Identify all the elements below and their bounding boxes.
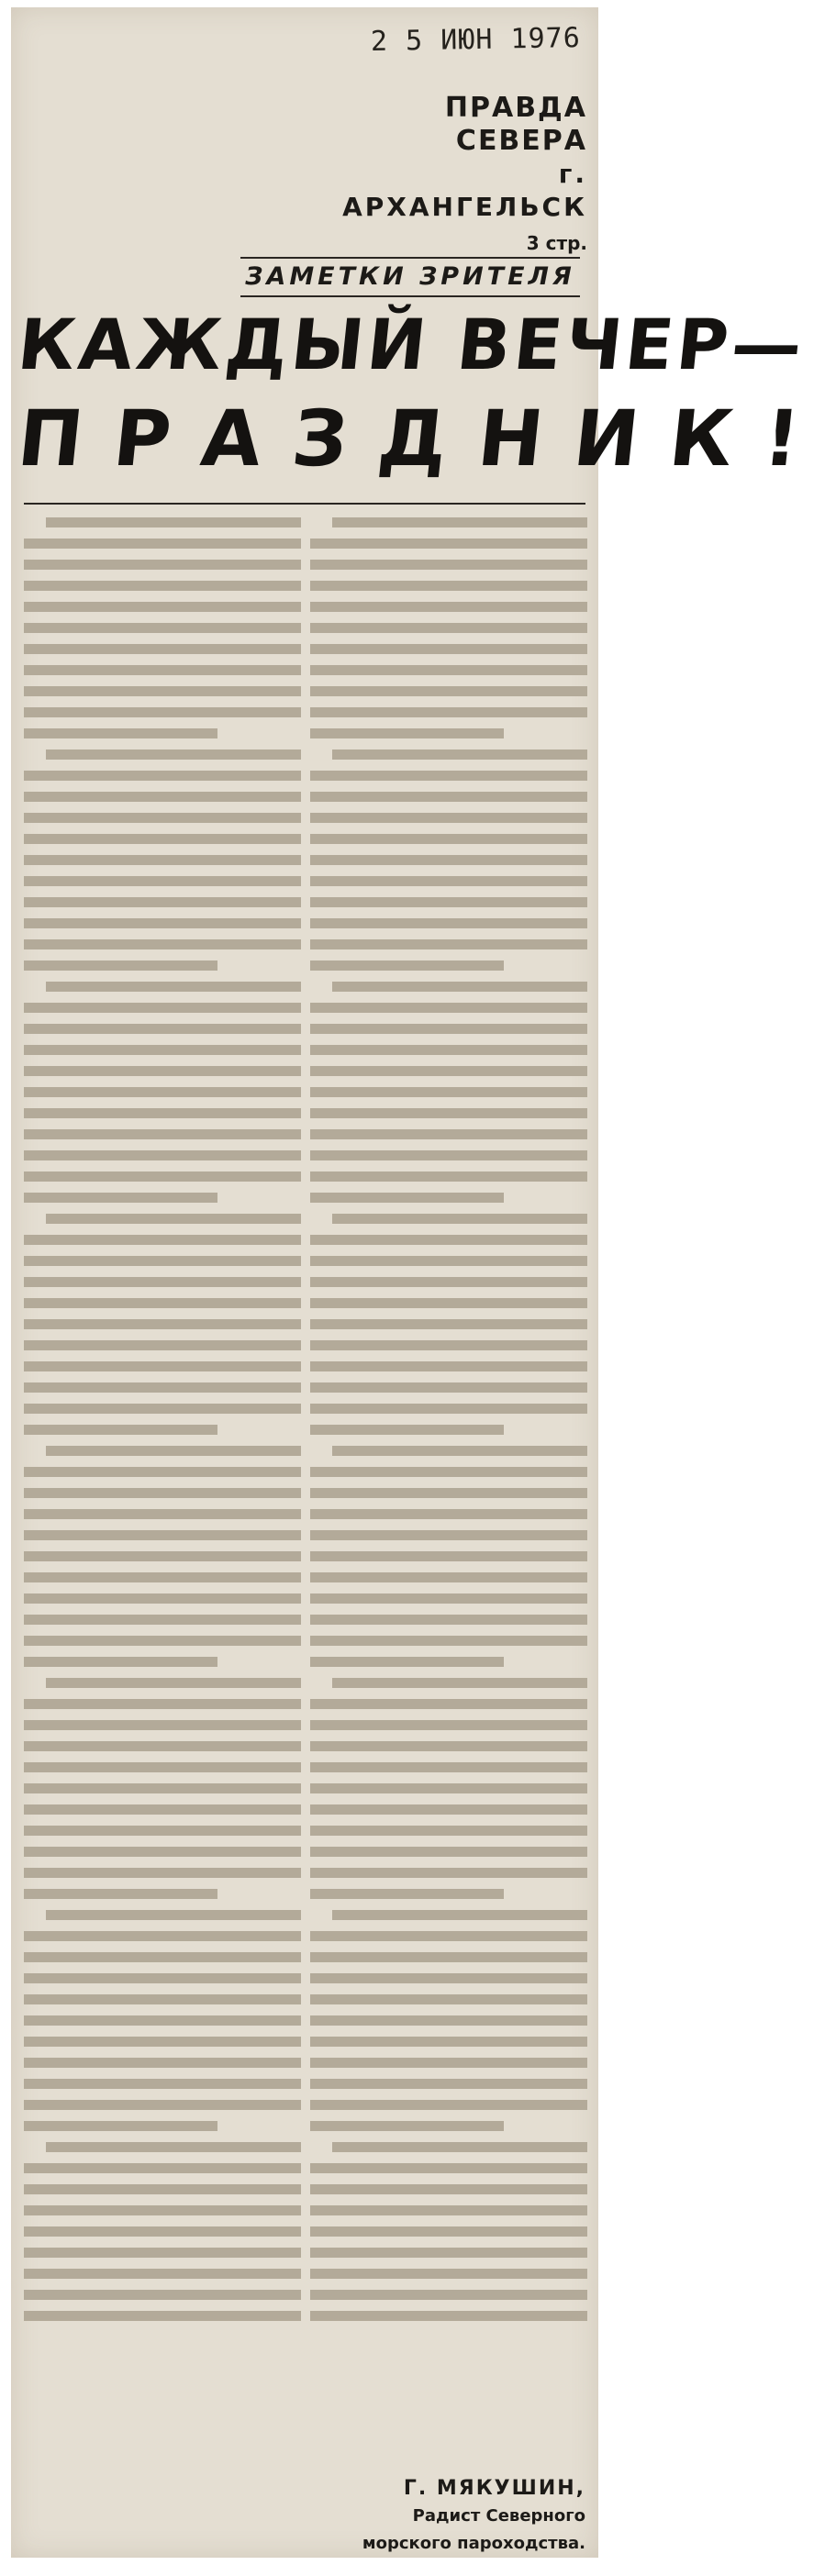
body-text-placeholder	[310, 623, 587, 633]
body-text-placeholder	[24, 1108, 301, 1118]
body-text-placeholder	[310, 960, 504, 971]
body-text-placeholder	[310, 1045, 587, 1055]
body-text-placeholder	[24, 2205, 301, 2215]
body-text-placeholder	[24, 1509, 301, 1519]
body-text-placeholder	[310, 792, 587, 802]
body-text-placeholder	[24, 1551, 301, 1561]
body-text-placeholder	[310, 1868, 587, 1878]
body-text-placeholder	[310, 1783, 587, 1793]
body-text-placeholder	[24, 1193, 217, 1203]
body-text-placeholder	[24, 1804, 301, 1815]
body-text-placeholder	[310, 1425, 504, 1435]
body-text-placeholder	[24, 855, 301, 865]
body-text-placeholder	[24, 707, 301, 717]
byline	[319, 2475, 585, 2558]
body-text-placeholder	[310, 1762, 587, 1772]
body-text-placeholder	[46, 749, 301, 760]
article-column-left	[24, 517, 301, 2332]
body-text-placeholder	[310, 918, 587, 928]
body-text-placeholder	[24, 1150, 301, 1160]
body-text-placeholder	[24, 1235, 301, 1245]
body-text-placeholder	[310, 1847, 587, 1857]
article-column-right	[310, 517, 587, 2332]
body-text-placeholder	[46, 1214, 301, 1224]
body-text-placeholder	[24, 1488, 301, 1498]
body-text-placeholder	[24, 1847, 301, 1857]
body-text-placeholder	[24, 1003, 301, 1013]
body-text-placeholder	[24, 2226, 301, 2237]
body-text-placeholder	[310, 1699, 587, 1709]
body-text-placeholder	[24, 2248, 301, 2258]
body-text-placeholder	[24, 918, 301, 928]
author-role-line-2: морского пароходства.	[362, 2534, 585, 2553]
body-text-placeholder	[310, 1171, 587, 1182]
body-text-placeholder	[24, 1762, 301, 1772]
body-text-placeholder	[310, 1593, 587, 1604]
body-text-placeholder	[24, 728, 217, 738]
body-text-placeholder	[24, 1361, 301, 1371]
body-text-placeholder	[24, 834, 301, 844]
body-text-placeholder	[24, 602, 301, 612]
body-text-placeholder	[24, 1382, 301, 1393]
body-text-placeholder	[332, 982, 587, 992]
body-text-placeholder	[310, 897, 587, 907]
body-text-placeholder	[46, 2142, 301, 2152]
body-text-placeholder	[24, 2079, 301, 2089]
body-text-placeholder	[310, 2226, 587, 2237]
body-text-placeholder	[310, 707, 587, 717]
body-text-placeholder	[310, 1150, 587, 1160]
body-text-placeholder	[310, 855, 587, 865]
body-text-placeholder	[310, 1467, 587, 1477]
body-text-placeholder	[310, 1298, 587, 1308]
body-text-placeholder	[24, 960, 217, 971]
body-text-placeholder	[310, 1636, 587, 1646]
body-text-placeholder	[24, 2015, 301, 2026]
masthead	[321, 92, 587, 257]
body-text-placeholder	[24, 1572, 301, 1582]
body-text-placeholder	[46, 982, 301, 992]
body-text-placeholder	[310, 1488, 587, 1498]
newspaper-name: ПРАВДА СЕВЕРА	[444, 92, 587, 157]
body-text-placeholder	[310, 1952, 587, 1962]
body-text-placeholder	[310, 1003, 587, 1013]
body-text-placeholder	[310, 876, 587, 886]
body-text-placeholder	[310, 2248, 587, 2258]
body-text-placeholder	[310, 560, 587, 570]
date-stamp: 2 5 ИЮН 1976	[370, 22, 582, 58]
body-text-placeholder	[310, 1129, 587, 1139]
body-text-placeholder	[46, 1678, 301, 1688]
body-text-placeholder	[310, 2121, 504, 2131]
body-text-placeholder	[24, 581, 301, 591]
body-text-placeholder	[310, 1509, 587, 1519]
body-text-placeholder	[310, 1931, 587, 1941]
body-text-placeholder	[310, 2311, 587, 2321]
body-text-placeholder	[24, 771, 301, 781]
body-text-placeholder	[46, 1910, 301, 1920]
body-text-placeholder	[310, 1804, 587, 1815]
body-text-placeholder	[310, 1657, 504, 1667]
body-text-placeholder	[24, 623, 301, 633]
body-text-placeholder	[24, 1931, 301, 1941]
body-text-placeholder	[310, 665, 587, 675]
body-text-placeholder	[310, 1889, 504, 1899]
body-text-placeholder	[310, 1826, 587, 1836]
body-text-placeholder	[310, 1066, 587, 1076]
body-text-placeholder	[310, 728, 504, 738]
body-text-placeholder	[24, 2100, 301, 2110]
body-text-placeholder	[310, 1256, 587, 1266]
body-text-placeholder	[310, 1319, 587, 1329]
body-text-placeholder	[24, 1952, 301, 1962]
body-text-placeholder	[24, 2311, 301, 2321]
body-text-placeholder	[24, 1826, 301, 1836]
body-text-placeholder	[310, 2269, 587, 2279]
body-text-placeholder	[24, 644, 301, 654]
body-text-placeholder	[310, 2058, 587, 2068]
page-number: 3 стр.	[526, 232, 587, 254]
body-text-placeholder	[310, 1382, 587, 1393]
body-text-placeholder	[310, 2015, 587, 2026]
body-text-placeholder	[24, 1994, 301, 2004]
body-text-placeholder	[24, 2058, 301, 2068]
body-text-placeholder	[310, 939, 587, 949]
body-text-placeholder	[24, 560, 301, 570]
body-text-placeholder	[24, 1783, 301, 1793]
body-text-placeholder	[310, 2184, 587, 2194]
body-text-placeholder	[24, 1425, 217, 1435]
body-text-placeholder	[310, 1235, 587, 1245]
body-text-placeholder	[24, 1615, 301, 1625]
body-text-placeholder	[24, 2269, 301, 2279]
body-text-placeholder	[332, 1214, 587, 1224]
body-text-placeholder	[24, 1741, 301, 1751]
body-text-placeholder	[332, 1446, 587, 1456]
body-text-placeholder	[24, 897, 301, 907]
body-text-placeholder	[24, 1868, 301, 1878]
body-text-placeholder	[310, 1615, 587, 1625]
body-text-placeholder	[310, 1024, 587, 1034]
body-text-placeholder	[24, 876, 301, 886]
body-text-placeholder	[310, 2205, 587, 2215]
body-text-placeholder	[310, 771, 587, 781]
body-text-placeholder	[24, 1636, 301, 1646]
newspaper-clipping	[11, 7, 836, 2558]
body-text-placeholder	[24, 665, 301, 675]
body-text-placeholder	[24, 1889, 217, 1899]
body-text-placeholder	[310, 1720, 587, 1730]
body-text-placeholder	[24, 1973, 301, 1983]
body-text-placeholder	[310, 581, 587, 591]
body-text-placeholder	[332, 517, 587, 527]
body-text-placeholder	[24, 1045, 301, 1055]
body-text-placeholder	[310, 2037, 587, 2047]
body-text-placeholder	[24, 1319, 301, 1329]
body-text-placeholder	[310, 1087, 587, 1097]
body-text-placeholder	[310, 2079, 587, 2089]
body-text-placeholder	[310, 686, 587, 696]
body-text-placeholder	[310, 1193, 504, 1203]
body-text-placeholder	[24, 539, 301, 549]
body-text-placeholder	[24, 2121, 217, 2131]
body-text-placeholder	[310, 602, 587, 612]
headline	[13, 301, 836, 488]
author-role-line-1: Радист Северного	[412, 2506, 585, 2526]
headline-line-2: ПРАЗДНИК!	[13, 394, 836, 483]
body-text-placeholder	[310, 1994, 587, 2004]
body-text-placeholder	[24, 1530, 301, 1540]
body-text-placeholder	[24, 813, 301, 823]
body-text-placeholder	[310, 813, 587, 823]
body-text-placeholder	[24, 1404, 301, 1414]
body-text-placeholder	[310, 1973, 587, 1983]
body-text-placeholder	[310, 1340, 587, 1350]
body-text-placeholder	[24, 1024, 301, 1034]
body-text-placeholder	[24, 1298, 301, 1308]
body-text-placeholder	[24, 2184, 301, 2194]
body-text-placeholder	[24, 1593, 301, 1604]
body-text-placeholder	[310, 1572, 587, 1582]
newspaper-city: г. АРХАНГЕЛЬСК	[342, 159, 587, 222]
body-text-placeholder	[24, 2290, 301, 2300]
body-text-placeholder	[24, 1277, 301, 1287]
body-text-placeholder	[46, 1446, 301, 1456]
author-name: Г. МЯКУШИН,	[403, 2477, 585, 2500]
body-text-placeholder	[24, 1467, 301, 1477]
body-text-placeholder	[310, 1404, 587, 1414]
body-text-placeholder	[332, 2142, 587, 2152]
body-text-placeholder	[24, 1256, 301, 1266]
body-text-placeholder	[310, 644, 587, 654]
body-text-placeholder	[310, 2163, 587, 2173]
body-text-placeholder	[24, 686, 301, 696]
body-text-placeholder	[24, 1066, 301, 1076]
body-text-placeholder	[24, 1129, 301, 1139]
body-text-placeholder	[24, 792, 301, 802]
body-text-placeholder	[24, 1171, 301, 1182]
body-text-placeholder	[24, 1699, 301, 1709]
body-text-placeholder	[24, 1657, 217, 1667]
body-text-placeholder	[310, 1551, 587, 1561]
body-text-placeholder	[310, 539, 587, 549]
body-text-placeholder	[332, 749, 587, 760]
body-text-placeholder	[310, 1108, 587, 1118]
body-text-placeholder	[310, 1741, 587, 1751]
body-text-placeholder	[332, 1910, 587, 1920]
body-text-placeholder	[310, 834, 587, 844]
body-text-placeholder	[24, 1087, 301, 1097]
body-text-placeholder	[310, 1530, 587, 1540]
body-text-placeholder	[310, 1277, 587, 1287]
body-text-placeholder	[332, 1678, 587, 1688]
body-text-placeholder	[24, 1340, 301, 1350]
headline-line-1: КАЖДЫЙ ВЕЧЕР—	[14, 304, 810, 385]
body-text-placeholder	[46, 517, 301, 527]
body-text-placeholder	[310, 1361, 587, 1371]
rubric: ЗАМЕТКИ ЗРИТЕЛЯ	[240, 257, 580, 297]
body-text-placeholder	[24, 1720, 301, 1730]
headline-rule	[24, 503, 585, 505]
body-text-placeholder	[24, 2037, 301, 2047]
body-text-placeholder	[24, 939, 301, 949]
body-text-placeholder	[310, 2290, 587, 2300]
body-text-placeholder	[310, 2100, 587, 2110]
body-text-placeholder	[24, 2163, 301, 2173]
